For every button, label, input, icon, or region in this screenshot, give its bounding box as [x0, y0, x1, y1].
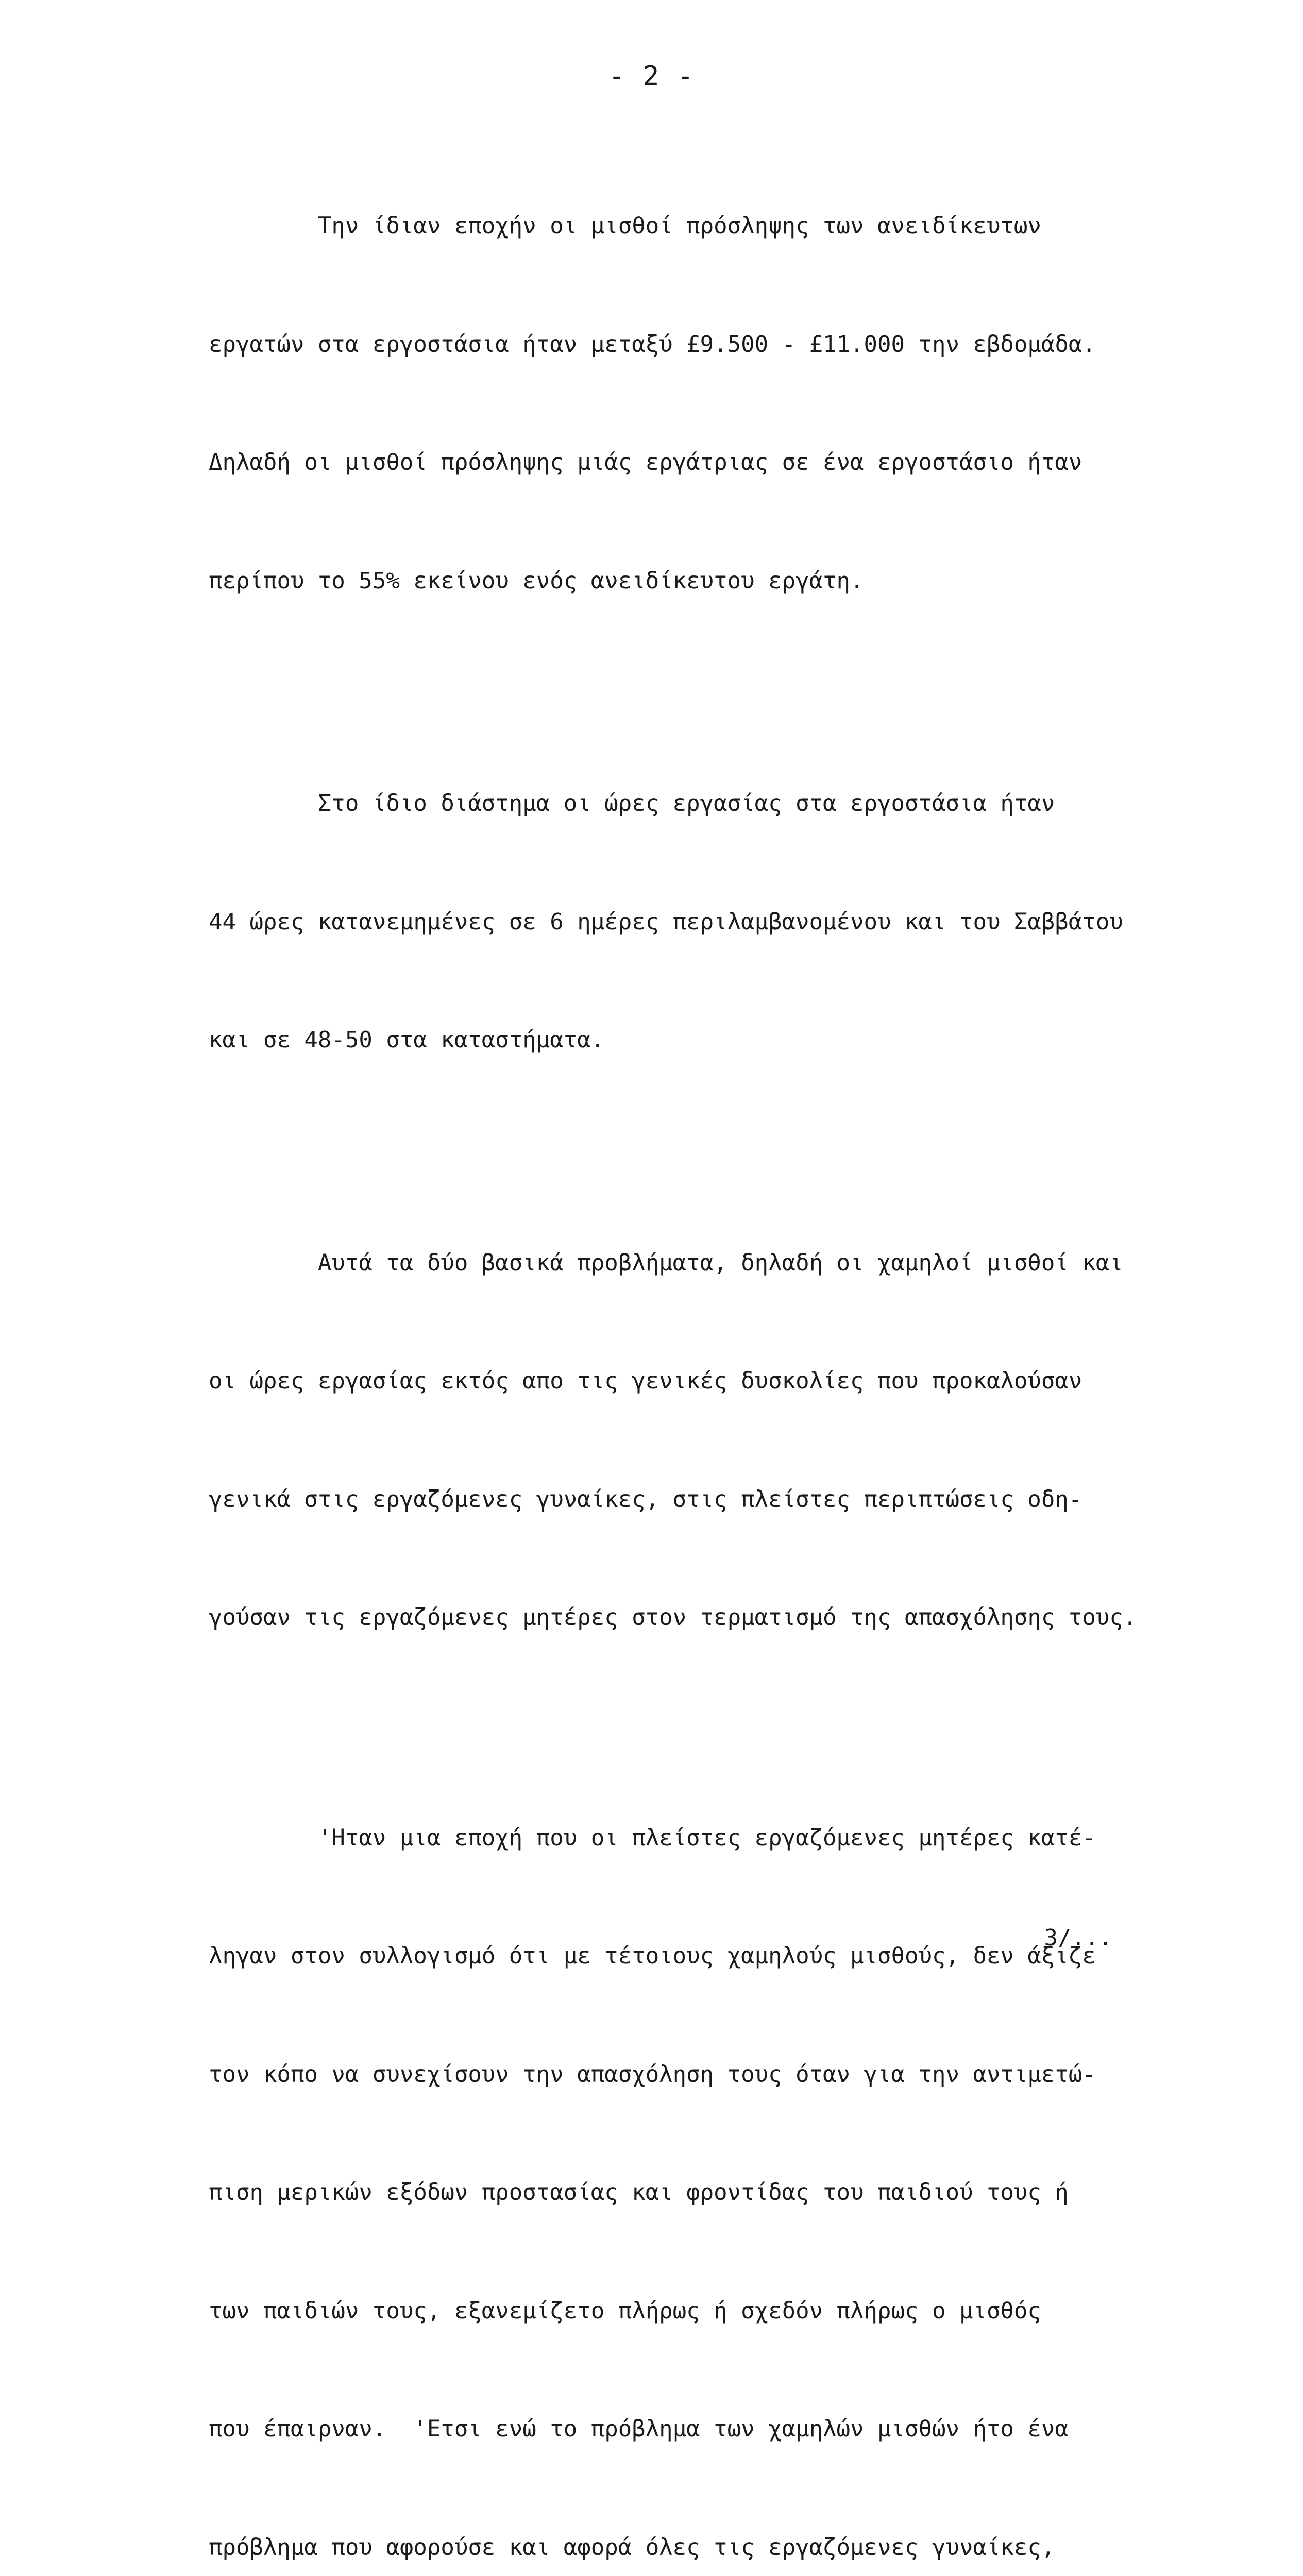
text-line: 44 ώρες κατανεμημένες σε 6 ημέρες περιλαμβανομένου και του Σαββάτου [209, 903, 1270, 942]
continuation-marker: 3/... [1044, 1923, 1112, 1954]
text-line: 'Ηταν μια εποχή που οι πλείστες εργαζόμενες μητέρες κατέ- [209, 1819, 1270, 1858]
paragraph-1 [209, 128, 1270, 680]
paragraph-2 [209, 705, 1270, 1139]
text-line: που έπαιρναν. 'Ετσι ενώ το πρόβλημα των χαμηλών μισθών ήτο ένα [209, 2410, 1270, 2449]
page-number: - 2 - [0, 61, 1303, 92]
text-line: των παιδιών τους, εξανεμίζετο πλήρως ή σχεδόν πλήρως ο μισθός [209, 2292, 1270, 2331]
paragraph-3 [209, 1165, 1270, 1717]
text-line: Την ίδιαν εποχήν οι μισθοί πρόσληψης των ανειδίκευτων [209, 207, 1270, 246]
text-line: περίπου το 55% εκείνου ενός ανειδίκευτου εργάτη. [209, 562, 1270, 601]
text-line: Αυτά τα δύο βασικά προβλήματα, δηλαδή οι χαμηλοί μισθοί και [209, 1244, 1270, 1283]
body-text [209, 128, 1270, 2576]
text-line: Στο ίδιο διάστημα οι ώρες εργασίας στα εργοστάσια ήταν [209, 784, 1270, 824]
text-line: γενικά στις εργαζόμενες γυναίκες, στις πλείστες περιπτώσεις οδη- [209, 1480, 1270, 1520]
text-line: πρόβλημα που αφορούσε και αφορά όλες τις εργαζόμενες γυναίκες, [209, 2528, 1270, 2568]
text-line: ληγαν στον συλλογισμό ότι με τέτοιους χαμηλούς μισθούς, δεν άξιζε [209, 1937, 1270, 1976]
text-line: οι ώρες εργασίας εκτός απο τις γενικές δυσκολίες που προκαλούσαν [209, 1362, 1270, 1401]
text-line: Δηλαδή οι μισθοί πρόσληψης μιάς εργάτριας σε ένα εργοστάσιο ήταν [209, 443, 1270, 483]
text-line: εργατών στα εργοστάσια ήταν μεταξύ £9.500 - £11.000 την εβδομάδα. [209, 325, 1270, 365]
text-line: πιση μερικών εξόδων προστασίας και φροντίδας του παιδιού τους ή [209, 2173, 1270, 2213]
text-line: τον κόπο να συνεχίσουν την απασχόληση τους όταν για την αντιμετώ- [209, 2055, 1270, 2095]
text-line: γούσαν τις εργαζόμενες μητέρες στον τερματισμό της απασχόλησης τους. [209, 1598, 1270, 1638]
paragraph-4 [209, 1740, 1270, 2576]
text-line: και σε 48-50 στα καταστήματα. [209, 1021, 1270, 1060]
